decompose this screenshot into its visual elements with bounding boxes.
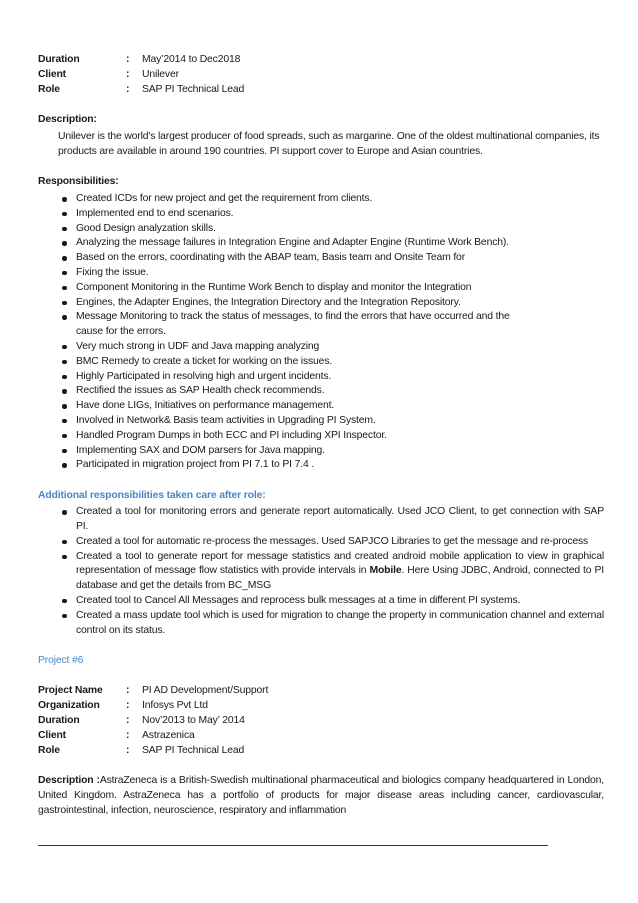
additional-heading: Additional responsibilities taken care after role: [38, 490, 266, 502]
bullet-icon [62, 212, 67, 217]
description-text: Unilever is the world's largest producer of food spreads, such as margarine. One of the oldest multinational companies, its products are available in around 190 countries. PI support cover to Europe and Asian countries. [58, 131, 600, 157]
list-item: Very much strong in UDF and Java mapping analyzing [38, 340, 604, 355]
bullet-icon [62, 404, 67, 409]
list-item: Based on the errors, coordinating with the ABAP team, Basis team and Onsite Team for [38, 251, 604, 266]
bullet-icon [62, 614, 67, 619]
project-description-text: AstraZeneca is a British-Swedish multinational pharmaceutical and biologics company headquartered in London, United Kingdom. AstraZeneca has a portfolio of products for major disease areas including cancer, cardiovascular, gastrointestinal, infection, neuroscience, respiratory and inflammation [38, 775, 604, 817]
responsibilities-heading: Responsibilities: [38, 176, 119, 187]
bullet-icon [62, 434, 67, 439]
list-item: Engines, the Adapter Engines, the Integration Directory and the Integration Repository. [38, 296, 604, 311]
bullet-icon [62, 197, 67, 202]
list-item: Involved in Network& Basis team activities in Upgrading PI System. [38, 414, 604, 429]
organization-row: Organization : Infosys Pvt Ltd [38, 700, 208, 712]
list-item: Message Monitoring to track the status of messages, to find the errors that have occurred and the cause for the errors. [38, 310, 604, 340]
list-item: Fixing the issue. [38, 266, 604, 281]
resume-page [38, 52, 604, 818]
bullet-icon [62, 389, 67, 394]
list-item: Created a tool for monitoring errors and generate report automatically. Used JCO Client, to get connection with SAP PI. [38, 505, 604, 535]
bullet-icon [62, 271, 67, 276]
project-description-label: Description : [38, 775, 100, 787]
bullet-icon [62, 286, 67, 291]
list-item: Created ICDs for new project and get the requirement from clients. [38, 192, 604, 207]
project-client-row: Client : Astrazenica [38, 730, 195, 742]
list-item: Handled Program Dumps in both ECC and PI including XPI Inspector. [38, 429, 604, 444]
bullet-icon [62, 375, 67, 380]
header-details [38, 52, 604, 97]
project-description [38, 773, 604, 818]
additional-list [38, 505, 604, 638]
list-item: Have done LIGs, Initiatives on performance management. [38, 399, 604, 414]
list-item: BMC Remedy to create a ticket for working on the issues. [38, 355, 604, 370]
project-name-row: Project Name : PI AD Development/Support [38, 685, 269, 697]
bullet-icon [62, 345, 67, 350]
list-item: Created a tool for automatic re-process the messages. Used SAPJCO Libraries to get the message and re-process [38, 535, 604, 550]
list-item: Created tool to Cancel All Messages and reprocess bulk messages at a time in different PI systems. [38, 594, 604, 609]
bullet-icon [62, 301, 67, 306]
bullet-icon [62, 419, 67, 424]
horizontal-rule [38, 845, 548, 846]
responsibilities-list [38, 192, 604, 473]
bullet-icon [62, 241, 67, 246]
list-item: Participated in migration project from PI 7.1 to PI 7.4 . [38, 458, 604, 473]
list-item: Rectified the issues as SAP Health check recommends. [38, 384, 604, 399]
list-item: Implemented end to end scenarios. [38, 207, 604, 222]
bullet-icon [62, 360, 67, 365]
bullet-icon [62, 227, 67, 232]
list-item: Highly Participated in resolving high and urgent incidents. [38, 370, 604, 385]
bullet-icon [62, 256, 67, 261]
list-item: Good Design analyzation skills. [38, 222, 604, 237]
list-item: Component Monitoring in the Runtime Work Bench to display and monitor the Integration [38, 281, 604, 296]
bullet-icon [62, 555, 67, 560]
role-row: Role : SAP PI Technical Lead [38, 84, 245, 95]
list-item: Implementing SAX and DOM parsers for Java mapping. [38, 444, 604, 459]
list-item: Analyzing the message failures in Integration Engine and Adapter Engine (Runtime Work Bench). [38, 236, 604, 251]
project-details [38, 683, 604, 758]
bullet-icon [62, 315, 67, 320]
duration-row: Duration : May’2014 to Dec2018 [38, 54, 241, 65]
project-heading: Project #6 [38, 655, 84, 667]
list-item: Created a mass update tool which is used for migration to change the property in communication channel and external control on its status. [38, 609, 604, 639]
list-item: Created a tool to generate report for message statistics and created android mobile application to view in graphical representation of message flow statistics with provide intervals in Mobile. Here Using JDBC, Android, connected to PI database and get the details from BC_MSG [38, 550, 604, 594]
description-heading: Description: [38, 114, 97, 125]
bullet-icon [62, 599, 67, 604]
bullet-icon [62, 510, 67, 515]
project-role-row: Role : SAP PI Technical Lead [38, 745, 245, 757]
client-row: Client : Unilever [38, 69, 179, 80]
project-duration-row: Duration : Nov’2013 to May’ 2014 [38, 715, 245, 727]
bullet-icon [62, 463, 67, 468]
bullet-icon [62, 540, 67, 545]
bullet-icon [62, 449, 67, 454]
